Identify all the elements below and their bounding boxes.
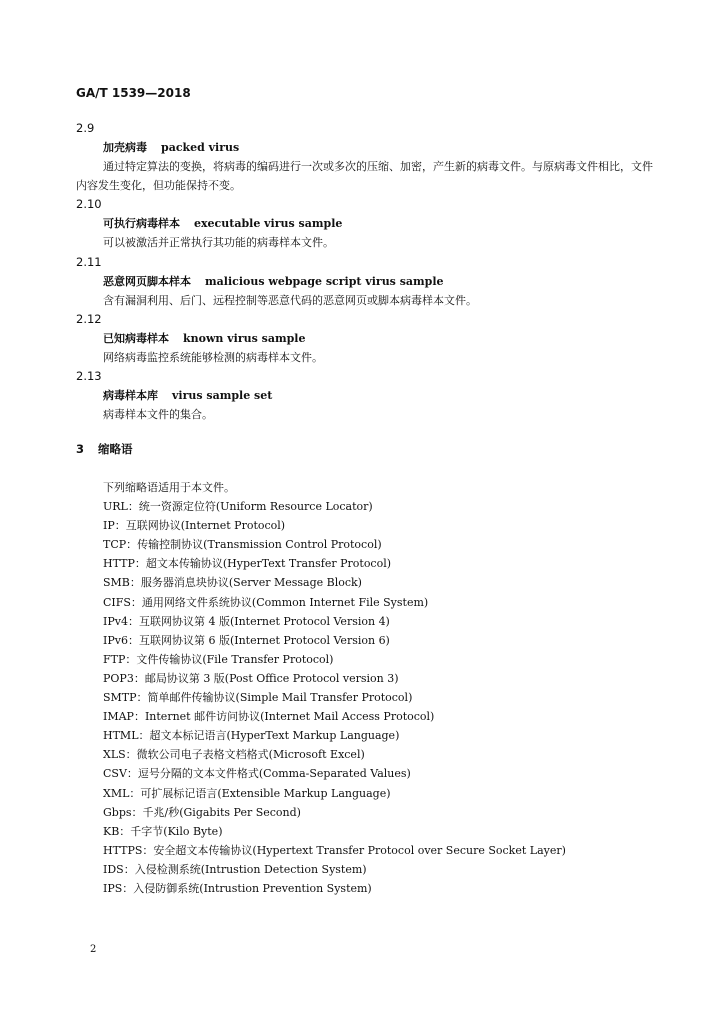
- abbreviation-item: SMTP：简单邮件传输协议(Simple Mail Transfer Protocol): [103, 691, 413, 705]
- page-number: 2: [90, 944, 97, 955]
- definition-entry: [76, 367, 656, 424]
- definition-body: 病毒样本文件的集合。: [103, 408, 213, 422]
- term-en: known virus sample: [183, 331, 306, 345]
- definition-body: 网络病毒监控系统能够检测的病毒样本文件。: [103, 350, 323, 364]
- abbreviation-item: IMAP：Internet 邮件访问协议(Internet Mail Access Protocol): [103, 710, 435, 724]
- abbreviation-item: FTP：文件传输协议(File Transfer Protocol): [103, 652, 334, 666]
- abbreviation-item: HTML：超文本标记语言(HyperText Markup Language): [103, 729, 400, 743]
- definition-number: 2.10: [76, 197, 102, 212]
- definition-term: [76, 329, 656, 348]
- term-en: executable virus sample: [194, 217, 343, 231]
- definition-number: 2.13: [76, 369, 102, 384]
- term-cn: 病毒样本库: [103, 389, 158, 403]
- abbreviation-item: IP：互联网协议(Internet Protocol): [103, 519, 286, 533]
- definition-number: 2.11: [76, 254, 102, 269]
- abbreviation-item: IDS：入侵检测系统(Intrustion Detection System): [103, 862, 367, 876]
- abbreviation-item: URL：统一资源定位符(Uniform Resource Locator): [103, 500, 373, 514]
- standard-number: GA/T 1539—2018: [76, 86, 191, 100]
- section-heading: [76, 441, 133, 457]
- definition-entry: [76, 253, 656, 310]
- definition-entry: [76, 310, 656, 367]
- abbreviation-item: TCP：传输控制协议(Transmission Control Protocol): [103, 538, 382, 552]
- term-cn: 加壳病毒: [103, 141, 147, 154]
- term-cn: 已知病毒样本: [103, 331, 169, 345]
- term-en: malicious webpage script virus sample: [205, 274, 444, 288]
- abbreviation-item: HTTPS：安全超文本传输协议(Hypertext Transfer Protocol over Secure Socket Layer): [103, 843, 566, 857]
- abbreviation-item: IPv4：互联网协议第 4 版(Internet Protocol Version 4): [103, 614, 390, 628]
- abbreviation-intro: 下列缩略语适用于本文件。: [103, 481, 235, 494]
- abbreviation-item: IPS：入侵防御系统(Intrustion Prevention System): [103, 881, 372, 895]
- abbreviation-list: [103, 478, 663, 898]
- definition-number: 2.12: [76, 311, 102, 326]
- definition-entry: [76, 119, 656, 195]
- definition-body: 可以被激活并正常执行其功能的病毒样本文件。: [103, 236, 334, 250]
- abbreviation-item: IPv6：互联网协议第 6 版(Internet Protocol Version 6): [103, 633, 390, 647]
- definition-term: [76, 138, 656, 157]
- abbreviation-item: KB：千字节(Kilo Byte): [103, 824, 223, 838]
- abbreviation-item: XML：可扩展标记语言(Extensible Markup Language): [103, 786, 391, 800]
- definition-number: 2.9: [76, 121, 95, 135]
- definition-body: 通过特定算法的变换，将病毒的编码进行一次或多次的压缩、加密，产生新的病毒文件。与原病毒文件相比，文件内容发生变化，但功能保持不变。: [76, 160, 653, 193]
- abbreviation-item: XLS：微软公司电子表格文档格式(Microsoft Excel): [103, 748, 365, 762]
- term-en: packed virus: [161, 141, 240, 154]
- abbreviation-item: CIFS：通用网络文件系统协议(Common Internet File System): [103, 595, 429, 609]
- abbreviation-item: CSV：逗号分隔的文本文件格式(Comma-Separated Values): [103, 767, 411, 781]
- section-number: 3: [76, 442, 85, 456]
- abbreviation-item: HTTP：超文本传输协议(HyperText Transfer Protocol): [103, 557, 392, 571]
- abbreviation-item: Gbps：千兆/秒(Gigabits Per Second): [103, 805, 301, 819]
- definitions-list: [76, 119, 656, 424]
- definition-entry: [76, 195, 656, 252]
- definition-body: 含有漏洞利用、后门、远程控制等恶意代码的恶意网页或脚本病毒样本文件。: [103, 293, 477, 307]
- term-cn: 可执行病毒样本: [103, 217, 180, 231]
- term-en: virus sample set: [172, 389, 273, 403]
- definition-term: [76, 272, 656, 291]
- term-cn: 恶意网页脚本样本: [103, 274, 191, 288]
- section-title: 缩略语: [98, 442, 133, 456]
- abbreviation-item: SMB：服务器消息块协议(Server Message Block): [103, 576, 362, 590]
- definition-term: [76, 386, 656, 405]
- definition-term: [76, 214, 656, 233]
- abbreviation-item: POP3：邮局协议第 3 版(Post Office Protocol version 3): [103, 671, 399, 685]
